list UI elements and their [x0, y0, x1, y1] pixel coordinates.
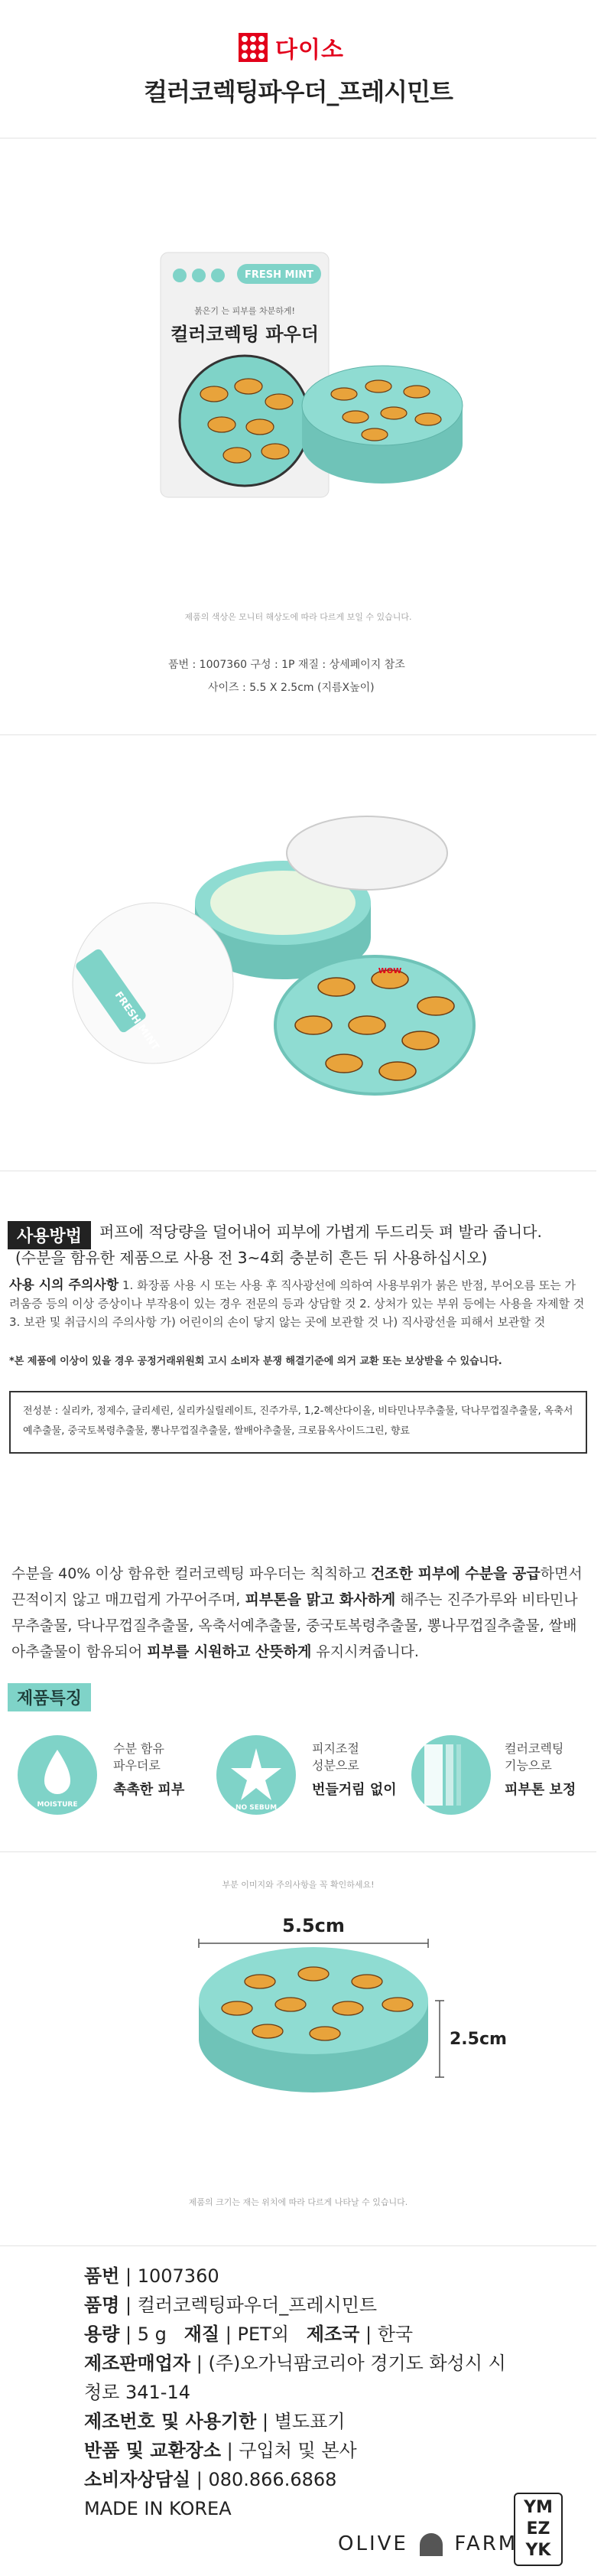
feature-2-l1: 피지조절: [312, 1741, 359, 1756]
divider: [0, 734, 596, 735]
dimension-diagram: [153, 1897, 507, 2127]
caution-title: 사용 시의 주의사항: [9, 1278, 119, 1293]
feature-3-l2: 기능으로: [505, 1758, 552, 1773]
certification-mark: YM EZ YK: [514, 2493, 563, 2566]
ingredients-label: 전성분 :: [23, 1405, 59, 1417]
olive-farm-logo: OLIVE FARM: [338, 2532, 518, 2555]
open-compact-image: [69, 796, 528, 1132]
check-caption: 부분 이미지와 주의사항을 꼭 확인하세요!: [222, 1880, 375, 1890]
usage-line-1: 퍼프에 적당량을 덜어내어 피부에 가볍게 두드리듯 펴 발라 줍니다.: [99, 1223, 542, 1241]
info-row-origin: MADE IN KOREA: [84, 2498, 232, 2519]
daiso-logo-icon: [239, 33, 268, 62]
caution-body: 1. 화장품 사용 시 또는 사용 후 직사광선에 의하여 사용부위가 붉은 반점, 부어오름 또는 가려움증 등의 이상 증상이나 부작용이 있는 경우 전문의 등과 상담할 것 2. 상처가 있는 부위 등에는 사용을 자제할 것 3. 보관 및 취급시의 주의사항 가) 어린이의 손이 닿지 않는 곳에 보관할 것 나) 직사광선을 피해서 보관할 것: [9, 1278, 585, 1329]
ingredients-box: [9, 1391, 587, 1454]
width-label: 5.5cm: [282, 1915, 345, 1936]
features-row: [8, 1733, 589, 1825]
feature-3: [409, 1733, 576, 1820]
height-label: 2.5cm: [450, 2030, 507, 2049]
feature-3-l1: 컬러코렉팅: [505, 1741, 564, 1756]
product-info: [84, 2262, 512, 2523]
header: [0, 0, 596, 138]
feature-1-l2: 파우더로: [113, 1758, 161, 1773]
feature-2-l2: 성분으로: [312, 1758, 359, 1773]
size-caption: 제품의 크기는 재는 위치에 따라 다르게 나타날 수 있습니다.: [188, 2197, 408, 2207]
feature-2-strong: 번들거림 없이: [312, 1782, 397, 1798]
info-row-code: 품번 | 1007360: [84, 2265, 219, 2287]
features-tag: 제품특징: [8, 1683, 91, 1711]
no-sebum-icon: [214, 1733, 298, 1817]
feature-3-strong: 피부톤 보정: [505, 1782, 576, 1798]
divider: [0, 1851, 596, 1852]
info-row-lot: 제조번호 및 사용기한 | 별도표기: [84, 2411, 346, 2432]
feature-1-l1: 수분 함유: [113, 1741, 164, 1756]
tree-icon: [420, 2533, 443, 2556]
info-row-maker: 제조판매업자 | (주)오가닉팜코리아 경기도 화성시 시청로 341-14: [84, 2353, 506, 2403]
usage-line-2: (수분을 함유한 제품으로 사용 전 3~4회 충분히 흔든 뒤 사용하십시오): [15, 1249, 488, 1267]
info-row-volume: 용량 | 5 g 재질 | PET외 제조국 | 한국: [84, 2324, 414, 2345]
description: 수분을 40% 이상 함유한 컬러코렉팅 파우더는 칙칙하고 건조한 피부에 수분을 공급하면서 끈적이지 않고 매끄럽게 가꾸어주며, 피부톤을 맑고 화사하게 해주는 진주가루와 비타민나무추출물, 닥나무껍질추출물, 옥축서예추출물, 중국토복령추출물, 뽕나무껍질추출물, 쌀배아추출물이 함유되어 피부를 시원하고 산뜻하게 유지시켜줍니다.: [11, 1565, 583, 1660]
info-row-return: 반품 및 교환장소 | 구입처 및 본사: [84, 2440, 357, 2461]
ingredients-text: 실리카, 정제수, 글리세린, 실리카실릴레이트, 진주가루, 1,2-헥산다이올, 비타민나무추출물, 닥나무껍질추출물, 옥축서예추출물, 중국토복령추출물, 뽕나무껍질추출물, 쌀배아추출물, 크로뮴옥사이드그린, 향료: [23, 1405, 573, 1437]
daiso-logo[interactable]: [239, 31, 344, 64]
pack-title: 컬러코렉팅 파우더: [170, 324, 319, 345]
logo-text: 다이소: [275, 37, 344, 64]
spec-line-2: 사이즈 : 5.5 X 2.5cm (지름X높이): [208, 682, 375, 694]
info-row-cs: 소비자상담실 | 080.866.6868: [84, 2469, 337, 2490]
spec-line-1: 품번 : 1007360 구성 : 1P 재질 : 상세페이지 참조: [168, 659, 405, 671]
moisture-icon: [15, 1733, 99, 1817]
feature-1-strong: 촉촉한 피부: [113, 1782, 185, 1798]
color-caption: 제품의 색상은 모니터 해상도에 따라 다르게 보일 수 있습니다.: [184, 612, 412, 622]
divider: [0, 2245, 596, 2246]
pack-badge: FRESH MINT: [244, 269, 314, 281]
puff-label: FRESH MINT: [112, 989, 161, 1054]
product-hero-image: [115, 222, 482, 543]
usage-tag: 사용방법: [8, 1221, 91, 1249]
feature-2: [214, 1733, 397, 1820]
pack-sub: 붉은기 는 피부를 차분하게!: [194, 306, 295, 316]
svg-text:NO SEBUM: NO SEBUM: [235, 1804, 278, 1812]
svg-text:MOISTURE: MOISTURE: [37, 1801, 78, 1809]
caution-footnote: *본 제품에 이상이 있을 경우 공정거래위원회 고시 소비자 분쟁 해결기준에 의거 교환 또는 보상받을 수 있습니다.: [9, 1356, 502, 1367]
caution-block: [9, 1276, 586, 1331]
info-row-name: 품명 | 컬러코렉팅파우더_프레시민트: [84, 2294, 378, 2316]
feature-1: [15, 1733, 185, 1820]
patty-text: WOW: [378, 967, 402, 975]
page-title: 컬러코렉팅파우더_프레시민트: [144, 77, 453, 106]
color-correcting-icon: [409, 1733, 493, 1817]
